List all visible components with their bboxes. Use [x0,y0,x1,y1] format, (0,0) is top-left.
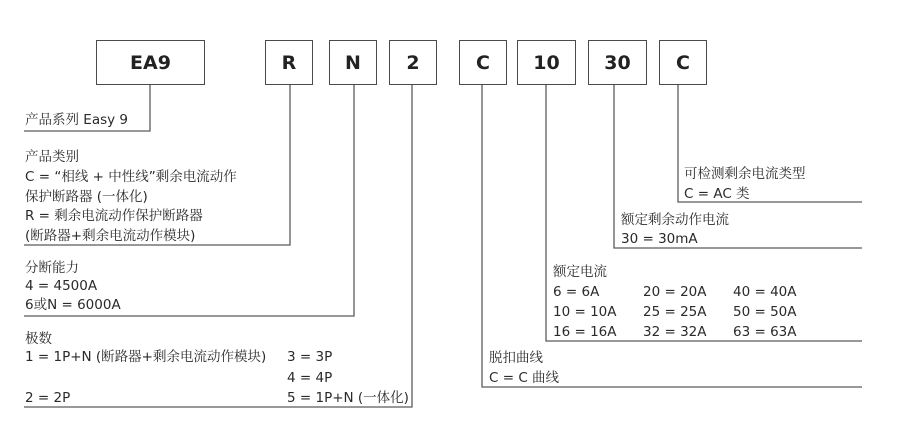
code-box-label: N [345,51,361,74]
poles-option-3: 3 = 3P [287,349,333,365]
product-type-c-line1: C = “相线 + 中性线”剩余电流动作 [25,169,237,185]
rated-current-cell: 6 = 6A [553,284,600,300]
trip-curve-line1: C = C 曲线 [489,370,560,386]
rated-current-cell: 50 = 50A [733,304,797,320]
detectable-type-title: 可检测剩余电流类型 [684,166,806,182]
code-box-curve [459,40,507,85]
rated-current-cell: 20 = 20A [643,284,707,300]
product-type-title: 产品类别 [25,149,79,165]
code-box-label: 2 [406,51,420,74]
product-type-r-line1: R = 剩余电流动作保护断路器 [25,208,203,224]
rated-current-cell: 63 = 63A [733,324,797,340]
poles-option-4: 4 = 4P [287,370,333,386]
code-box-current [517,40,576,85]
code-box-residual [588,40,647,85]
rated-current-cell: 16 = 16A [553,324,617,340]
rated-current-cell: 10 = 10A [553,304,617,320]
code-box-poles [389,40,437,85]
code-box-breaking [329,40,377,85]
breaking-line2: 6或N = 6000A [25,297,121,313]
poles-title: 极数 [25,331,52,347]
code-box-label: C [676,51,690,74]
code-box-label: EA9 [130,51,171,74]
detectable-type-line1: C = AC 类 [684,186,750,202]
code-box-series [96,40,205,85]
poles-option-5: 5 = 1P+N (一体化) [287,390,409,406]
code-box-label: 10 [533,51,560,74]
code-box-label: C [476,51,490,74]
poles-option-1: 1 = 1P+N (断路器+剩余电流动作模块) [25,349,267,365]
poles-option-2: 2 = 2P [25,390,71,406]
rated-current-cell: 25 = 25A [643,304,707,320]
breaking-line1: 4 = 4500A [25,278,98,294]
product-type-c-line2: 保护断路器 (一体化) [25,189,148,205]
rated-residual-line1: 30 = 30mA [621,231,698,247]
code-box-type [265,40,313,85]
rated-current-cell: 32 = 32A [643,324,707,340]
breaking-title: 分断能力 [25,260,79,276]
series-text: 产品系列 Easy 9 [25,112,128,128]
code-box-detect [659,40,707,85]
rated-current-cell: 40 = 40A [733,284,797,300]
trip-curve-title: 脱扣曲线 [489,350,543,366]
rated-current-title: 额定电流 [553,264,607,280]
code-box-label: R [281,51,297,74]
product-type-r-line2: (断路器+剩余电流动作模块) [25,228,196,244]
rated-residual-title: 额定剩余动作电流 [621,212,729,228]
code-box-label: 30 [604,51,631,74]
